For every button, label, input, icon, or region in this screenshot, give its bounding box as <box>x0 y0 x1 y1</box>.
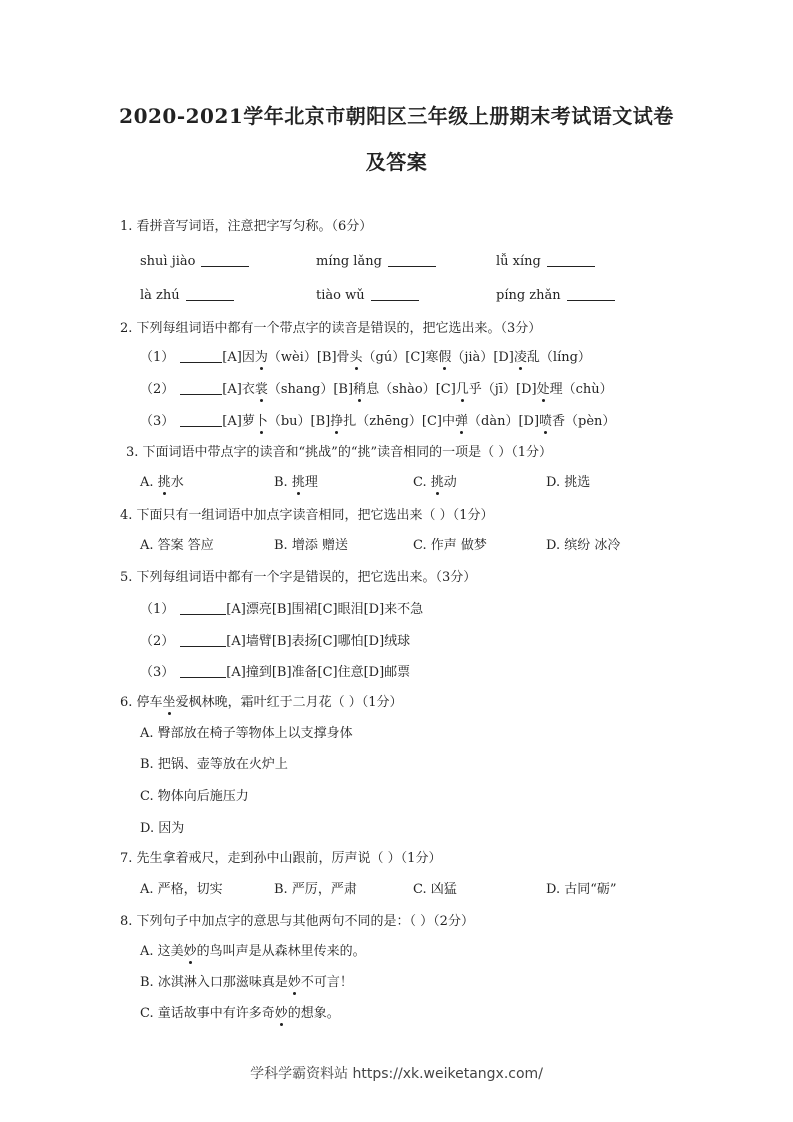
answer-blank[interactable] <box>180 380 222 395</box>
option-c: C. 作声 做梦 <box>413 538 487 553</box>
option-c: C. 挑动 <box>413 475 457 490</box>
answer-blank[interactable] <box>567 286 615 301</box>
option-b: B. 增添 赠送 <box>274 538 348 553</box>
pinyin-item: míng lǎng <box>316 252 436 271</box>
option-a: A. 挑水 <box>140 475 184 490</box>
option-a: A. 答案 答应 <box>140 538 214 553</box>
option-d: D. 挑选 <box>546 475 591 490</box>
option-b: B. 冰淇淋入口那滋味真是妙不可言！ <box>140 975 353 990</box>
answer-blank[interactable] <box>186 286 234 301</box>
answer-blank[interactable] <box>388 252 436 267</box>
option-b: B. 挑理 <box>274 475 318 490</box>
option-c: C. 童话故事中有许多奇妙的想象。 <box>140 1006 340 1021</box>
question-5-prompt: 5. 下列每组词语中都有一个字是错误的，把它选出来。（3分） <box>120 570 477 585</box>
option-b: B. 严厉，严肃 <box>274 882 357 897</box>
footer-watermark: 学科学霸资料站 https://xk.weiketangx.com/ <box>250 1066 543 1082</box>
document-title-continued: 及答案 <box>365 150 428 174</box>
pinyin-item: píng zhǎn <box>496 286 615 305</box>
question-5-row-2: （2） [A]墙臂[B]表扬[C]哪怕[D]绒球 <box>140 634 411 649</box>
pinyin-item: shuì jiào <box>140 252 249 271</box>
question-5-row-3: （3） [A]撞到[B]准备[C]住意[D]邮票 <box>140 665 411 680</box>
answer-blank[interactable] <box>201 252 249 267</box>
answer-blank[interactable] <box>547 252 595 267</box>
answer-blank[interactable] <box>180 412 222 427</box>
option-a: A. 严格，切实 <box>140 882 223 897</box>
option-a: A. 臀部放在椅子等物体上以支撑身体 <box>140 726 353 741</box>
answer-blank[interactable] <box>180 348 222 363</box>
option-b: B. 把锅、壶等放在火炉上 <box>140 757 288 772</box>
pinyin-item: là zhú <box>140 286 234 305</box>
option-c: C. 凶猛 <box>413 882 457 897</box>
answer-blank[interactable] <box>180 663 226 678</box>
answer-blank[interactable] <box>180 600 226 615</box>
option-d: D. 古同“砺” <box>546 882 617 897</box>
question-6-prompt: 6. 停车坐爱枫林晚，霜叶红于二月花（ ）（1分） <box>120 695 403 710</box>
answer-blank[interactable] <box>371 286 419 301</box>
option-d: D. 因为 <box>140 821 185 836</box>
question-2-row-3: （3） [A]萝卜（bu）[B]挣扎（zhēng）[C]中弹（dàn）[D]喷香（pèn） <box>140 414 616 429</box>
option-c: C. 物体向后施压力 <box>140 789 249 804</box>
document-title: 2020-2021学年北京市朝阳区三年级上册期末考试语文试卷 <box>119 104 674 128</box>
question-1-prompt: 1. 看拼音写词语，注意把字写匀称。（6分） <box>120 219 373 234</box>
question-2-row-1: （1） [A]因为（wèi）[B]骨头（gú）[C]寒假（jià）[D]凌乱（líng） <box>140 350 591 365</box>
option-a: A. 这美妙的鸟叫声是从森林里传来的。 <box>140 944 366 959</box>
option-d: D. 缤纷 冰冷 <box>546 538 621 553</box>
pinyin-item: tiào wǔ <box>316 286 419 305</box>
question-5-row-1: （1） [A]漂亮[B]围裙[C]眼泪[D]来不急 <box>140 602 424 617</box>
question-2-row-2: （2） [A]衣裳（shang）[B]稍息（shào）[C]几乎（jī）[D]处理（chù） <box>140 382 613 397</box>
question-2-prompt: 2. 下列每组词语中都有一个带点字的读音是错误的，把它选出来。（3分） <box>120 321 542 336</box>
question-3-prompt: 3. 下面词语中带点字的读音和“挑战”的“挑”读音相同的一项是（ ）（1分） <box>126 445 553 460</box>
answer-blank[interactable] <box>180 632 226 647</box>
question-4-prompt: 4. 下面只有一组词语中加点字读音相同，把它选出来（ ）（1分） <box>120 508 494 523</box>
question-7-prompt: 7. 先生拿着戒尺，走到孙中山跟前，厉声说（ ）（1分） <box>120 851 442 866</box>
question-8-prompt: 8. 下列句子中加点字的意思与其他两句不同的是：（ ）（2分） <box>120 914 474 929</box>
pinyin-item: lǚ xíng <box>496 252 595 271</box>
